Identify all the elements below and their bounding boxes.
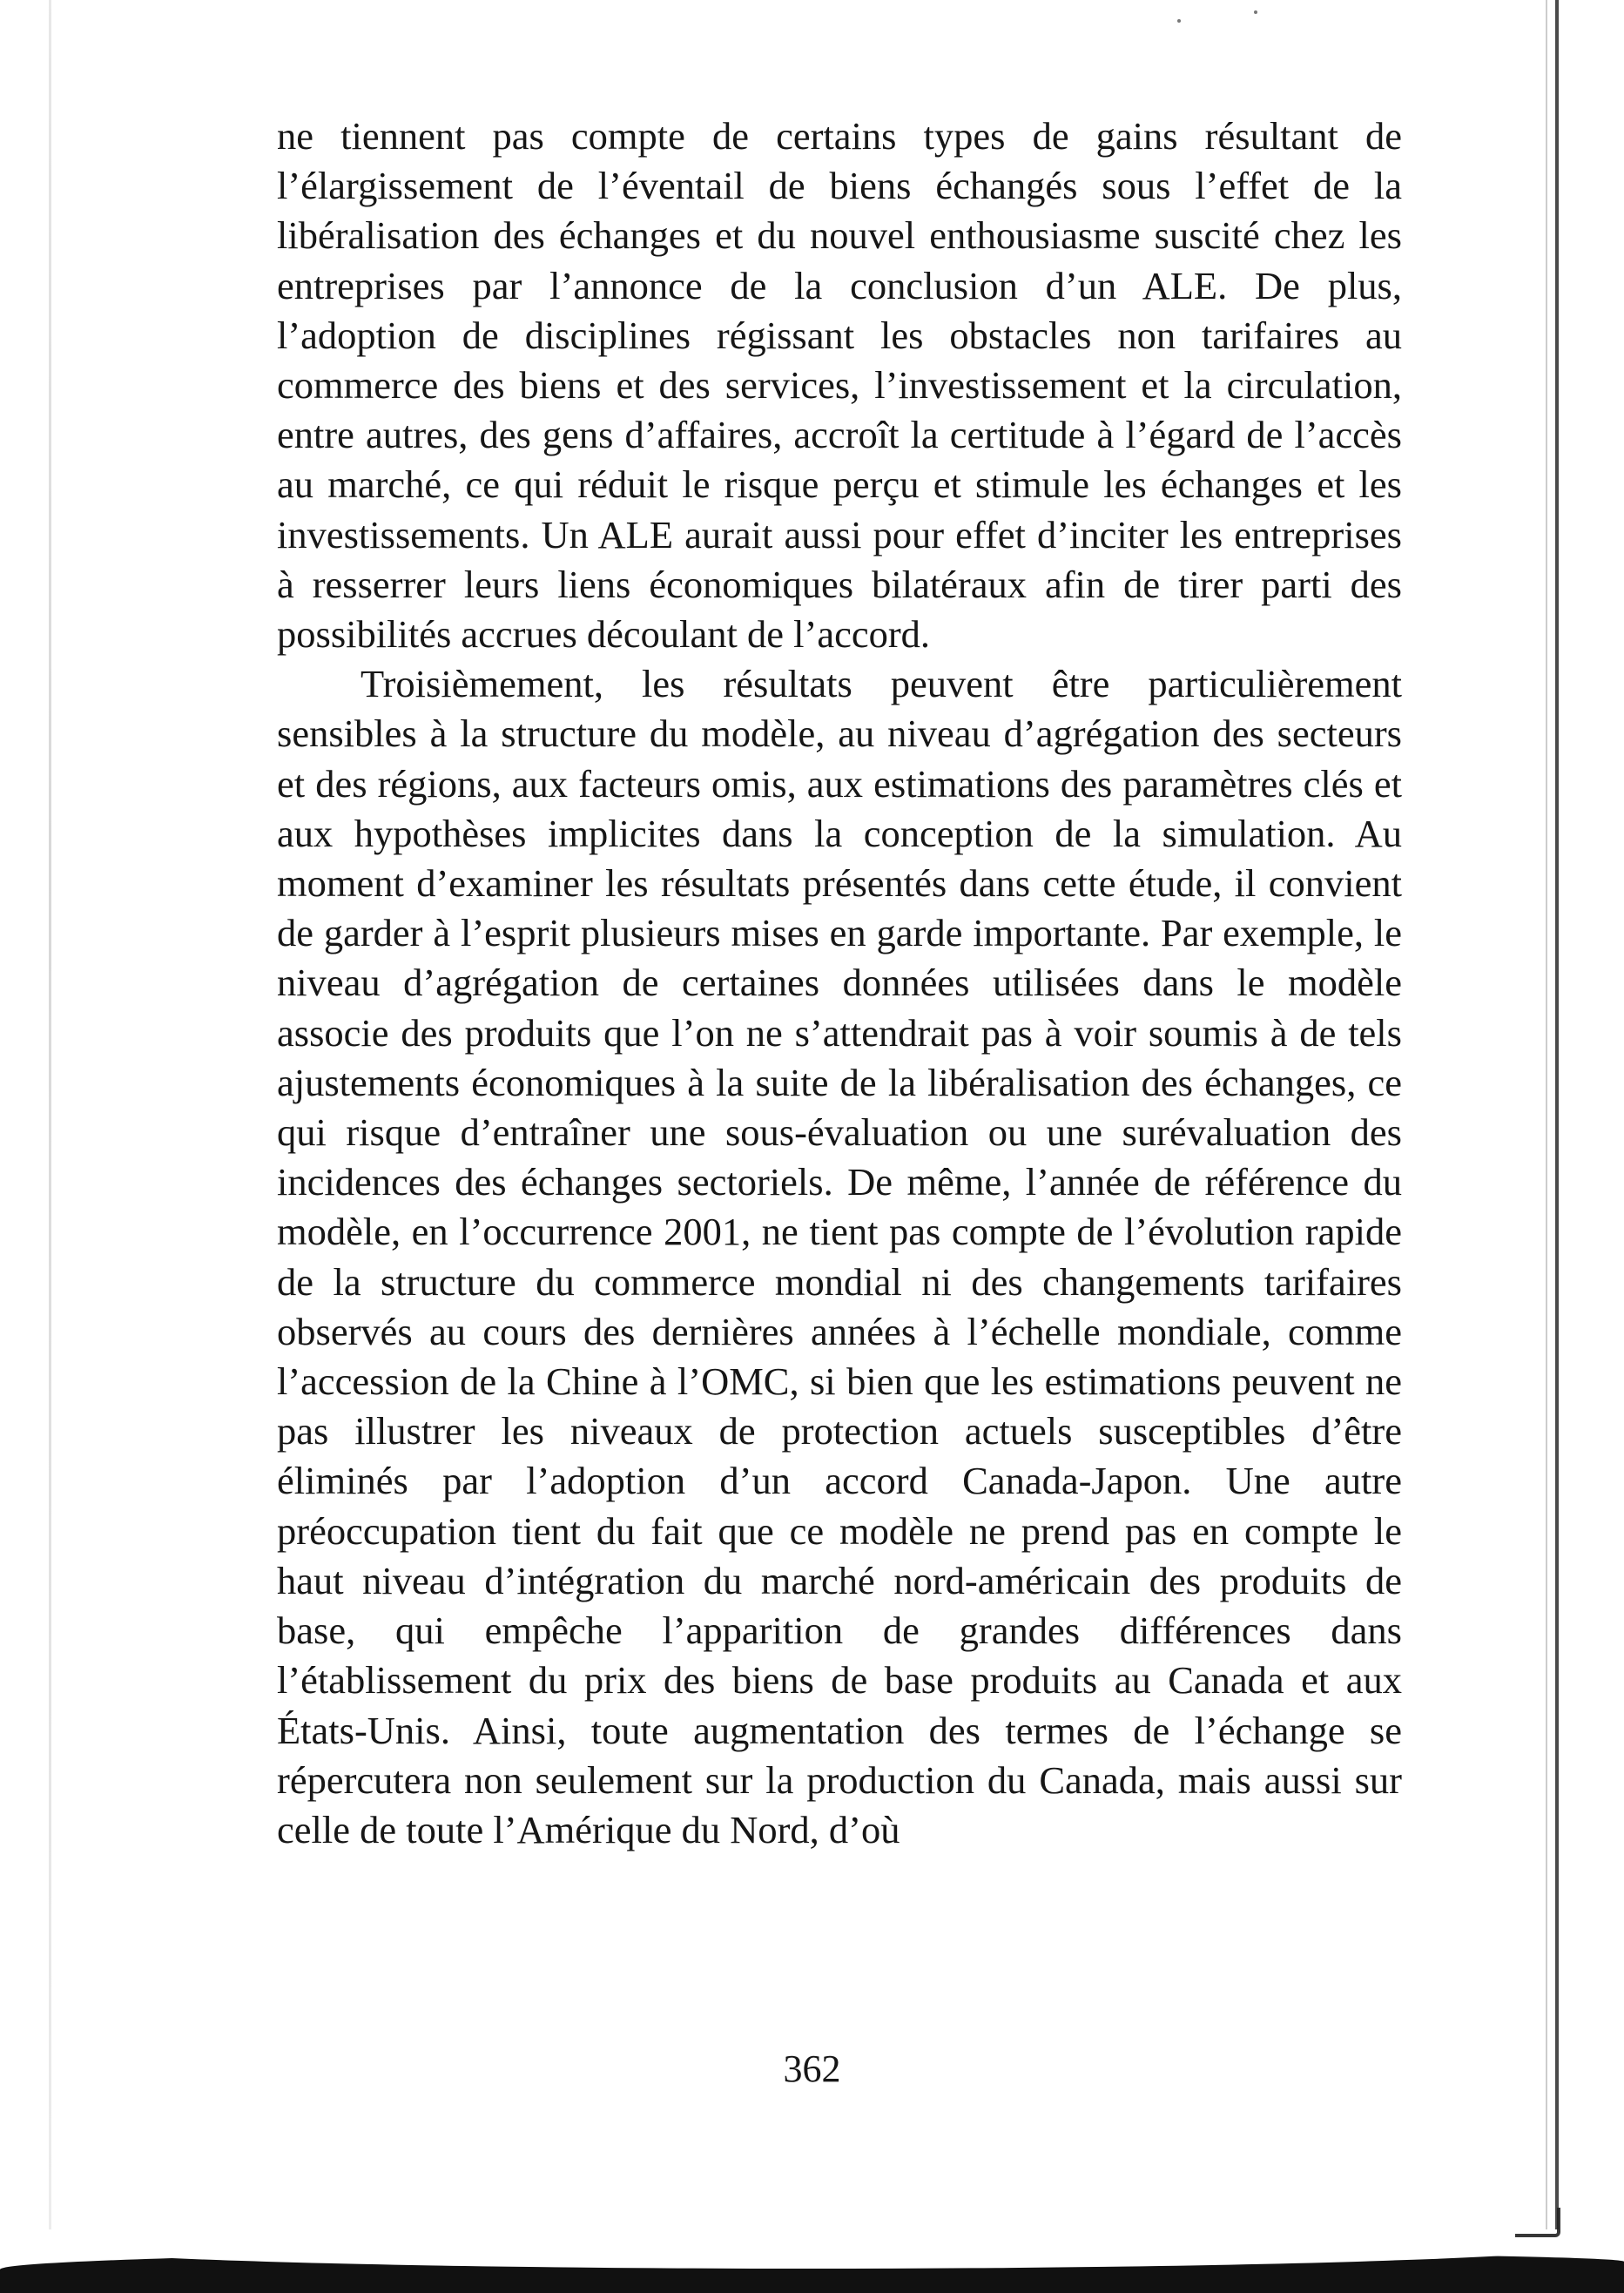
scan-speck: [1254, 10, 1257, 14]
scan-edge-left: [49, 0, 51, 2229]
scan-edge-right-inner: [1546, 0, 1547, 2229]
body-text: [277, 111, 1402, 1855]
scan-edge-right: [1555, 0, 1559, 2229]
paragraph-2: Troisièmement, les résultats peuvent être particulièrement sensibles à la structure du modèle, au niveau d’agrégation des secteurs et des régions, aux facteurs omis, aux estimations des paramètres clés et aux hypothèses implicites dans la conception de la simulation. Au moment d’examiner les résultats présentés dans cette étude, il convient de garder à l’esprit plusieurs mises en garde importante. Par exemple, le niveau d’agrégation de certaines données utilisées dans le modèle associe des produits que l’on ne s’attendrait pas à voir soumis à de tels ajustements économiques à la suite de la libéralisation des échanges, ce qui risque d’entraîner une sous-évaluation ou une surévaluation des incidences des échanges sectoriels. De même, l’année de référence du modèle, en l’occurrence 2001, ne tient pas compte de l’évolution rapide de la structure du commerce mondial ni des changements tarifaires observés au cours des dernières années à l’échelle mondiale, comme l’accession de la Chine à l’OMC, si bien que les estimations peuvent ne pas illustrer les niveaux de protection actuels susceptibles d’être éliminés par l’adoption d’un accord Canada-Japon. Une autre préoccupation tient du fait que ce modèle ne prend pas en compte le haut niveau d’intégration du marché nord-américain des produits de base, qui empêche l’apparition de grandes différences dans l’établissement du prix des biens de base produits au Canada et aux États-Unis. Ainsi, toute augmentation des termes de l’échange se répercutera non seulement sur la production du Canada, mais aussi sur celle de toute l’Amérique du Nord, d’où: [277, 662, 1402, 1851]
scan-corner-mark: [1515, 2208, 1560, 2237]
scan-speck: [1177, 19, 1181, 23]
page-number: 362: [783, 2047, 841, 2090]
paragraph-1: ne tiennent pas compte de certains types de gains résultant de l’élargissement de l’éventail de biens échangés sous l’effet de la libéralisation des échanges et du nouvel enthousiasme suscité chez les entreprises par l’annonce de la conclusion d’un ALE. De plus, l’adoption de disciplines régissant les obstacles non tarifaires au commerce des biens et des services, l’investissement et la circulation, entre autres, des gens d’affaires, accroît la certitude à l’égard de l’accès au marché, ce qui réduit le risque perçu et stimule les échanges et les investissements. Un ALE aurait aussi pour effet d’inciter les entreprises à resserrer leurs liens économiques bilatéraux afin de tirer parti des possibilités accrues découlant de l’accord.: [277, 114, 1402, 657]
